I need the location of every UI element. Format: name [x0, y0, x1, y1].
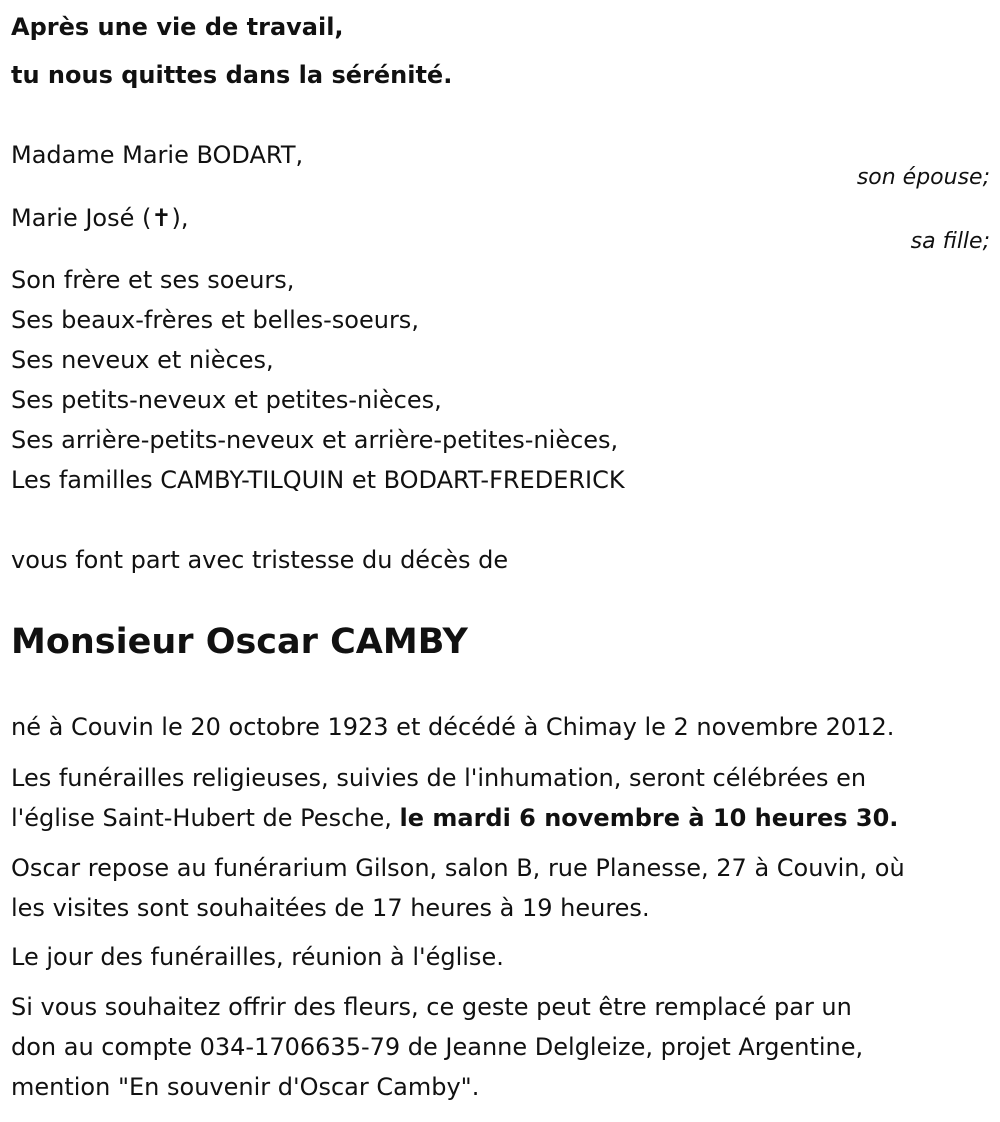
- relative-line: Ses arrière-petits-neveux et arrière-petites-nièces,: [11, 426, 619, 454]
- rest-line-2: les visites sont souhaitées de 17 heures à 19 heures.: [11, 894, 650, 922]
- meeting-text: Le jour des funérailles, réunion à l'église.: [11, 943, 504, 971]
- intro-line-1: Après une vie de travail,: [11, 13, 344, 41]
- relative-line: Son frère et ses soeurs,: [11, 266, 295, 294]
- cross-icon: ✝: [151, 204, 172, 232]
- spouse-role: son épouse;: [856, 165, 990, 190]
- spouse-name: Madame Marie BODART,: [11, 141, 304, 169]
- rest-line-1: Oscar repose au funérarium Gilson, salon B, rue Planesse, 27 à Couvin, où: [11, 854, 905, 882]
- birth-death-text: né à Couvin le 20 octobre 1923 et décédé à Chimay le 2 novembre 2012.: [11, 713, 895, 741]
- deceased-name: Monsieur Oscar CAMBY: [11, 622, 468, 662]
- relative-line: Ses beaux-frères et belles-soeurs,: [11, 306, 419, 334]
- funeral-datetime: le mardi 6 novembre à 10 heures 30.: [399, 804, 899, 832]
- flowers-line-2: don au compte 034-1706635-79 de Jeanne Delgleize, projet Argentine,: [11, 1033, 864, 1061]
- daughter-role: sa fille;: [910, 229, 990, 254]
- relative-line: Ses neveux et nièces,: [11, 346, 274, 374]
- daughter-name-prefix: Marie José (: [11, 204, 152, 232]
- flowers-line-1: Si vous souhaitez offrir des fleurs, ce geste peut être remplacé par un: [11, 993, 852, 1021]
- daughter-name-suffix: ),: [171, 204, 189, 232]
- funeral-location: l'église Saint-Hubert de Pesche,: [11, 804, 400, 832]
- funeral-line-2: [11, 803, 898, 833]
- relative-line: Ses petits-neveux et petites-nièces,: [11, 386, 442, 414]
- flowers-line-3: mention "En souvenir d'Oscar Camby".: [11, 1073, 480, 1101]
- funeral-line-1: Les funérailles religieuses, suivies de l'inhumation, seront célébrées en: [11, 764, 867, 792]
- daughter-name: [11, 203, 188, 233]
- relative-line: Les familles CAMBY-TILQUIN et BODART-FREDERICK: [11, 466, 625, 494]
- announcement-text: vous font part avec tristesse du décès de: [11, 546, 509, 574]
- intro-line-2: tu nous quittes dans la sérénité.: [11, 61, 453, 89]
